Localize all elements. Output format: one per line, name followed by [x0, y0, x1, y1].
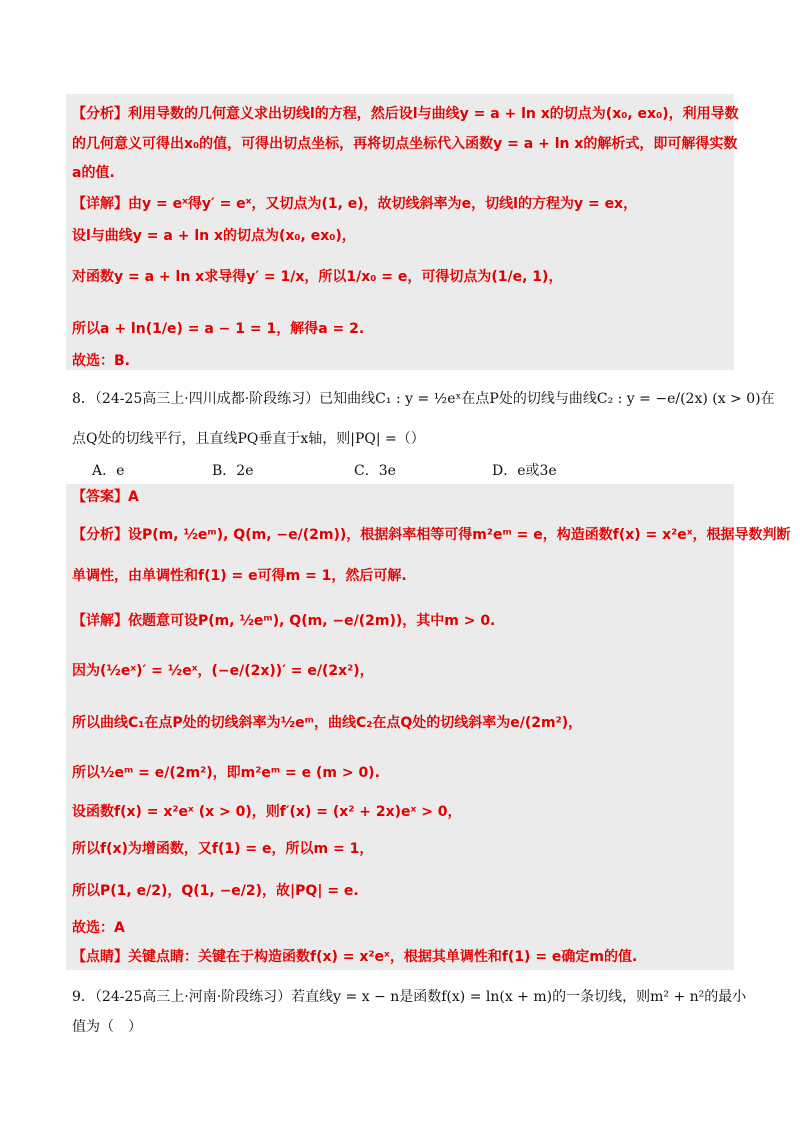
detail-line: 因为(½eˣ)′ = ½eˣ，(−e/(2x))′ = e/(2x²)， — [72, 663, 374, 679]
key-point-line: 【点睛】关键点睛：关键在于构造函数f(x) = x²eˣ，根据其单调性和f(1) = e确定m的值. — [72, 949, 638, 965]
option-a: A．e — [92, 463, 125, 479]
analysis-line: 【分析】设P(m, ½eᵐ), Q(m, −e/(2m))，根据斜率相等可得m²eᵐ = e，构造函数f(x) = x²eˣ，根据导数判断 — [72, 527, 791, 543]
analysis-line: a的值. — [72, 165, 115, 181]
detail-line: 所以曲线C₁在点P处的切线斜率为½eᵐ，曲线C₂在点Q处的切线斜率为e/(2m²)， — [72, 715, 583, 731]
answer-line: 【答案】A — [72, 489, 139, 505]
detail-line: 对函数y = a + ln x求导得y′ = 1/x，所以1/x₀ = e，可得切点为(1/e, 1)， — [72, 269, 563, 285]
answer-choice-line: 故选：B. — [72, 353, 130, 369]
answer-choice-line: 故选：A — [72, 920, 125, 936]
detail-line: 所以f(x)为增函数，又f(1) = e，所以m = 1， — [72, 841, 374, 857]
detail-line: 设l与曲线y = a + ln x的切点为(x₀, ex₀)， — [72, 228, 356, 244]
question-8-stem: 点Q处的切线平行，且直线PQ垂直于x轴，则|PQ| =（） — [72, 431, 425, 447]
option-b: B．2e — [212, 463, 254, 479]
detail-line: 设函数f(x) = x²eˣ (x > 0)，则f′(x) = (x² + 2x)eˣ > 0， — [72, 804, 462, 820]
option-c: C．3e — [354, 463, 396, 479]
question-9-stem: 值为（ ） — [72, 1019, 142, 1035]
detail-line: 【详解】依题意可设P(m, ½eᵐ), Q(m, −e/(2m))，其中m > 0. — [72, 613, 496, 629]
analysis-line: 单调性，由单调性和f(1) = e可得m = 1，然后可解. — [72, 568, 407, 584]
option-d: D．e或3e — [492, 463, 557, 479]
question-8-stem: 8．（24-25高三上·四川成都·阶段练习）已知曲线C₁ : y = ½eˣ在点P处的切线与曲线C₂ : y = −e/(2x) (x > 0)在 — [72, 391, 775, 407]
analysis-line: 【分析】利用导数的几何意义求出切线l的方程，然后设l与曲线y = a + ln x的切点为(x₀, ex₀)，利用导数 — [72, 106, 739, 122]
detail-line: 所以P(1, e/2)，Q(1, −e/2)，故|PQ| = e. — [72, 883, 359, 899]
detail-line: 所以½eᵐ = e/(2m²)，即m²eᵐ = e (m > 0). — [72, 765, 380, 781]
analysis-line: 的几何意义可得出x₀的值，可得出切点坐标，再将切点坐标代入函数y = a + ln x的解析式，即可解得实数 — [72, 136, 738, 152]
detail-line: 【详解】由y = eˣ得y′ = eˣ，又切点为(1, e)，故切线斜率为e，切线l的方程为y = ex， — [72, 196, 638, 212]
detail-line: 所以a + ln(1/e) = a − 1 = 1，解得a = 2. — [72, 321, 365, 337]
question-9-stem: 9．（24-25高三上·河南·阶段练习）若直线y = x − n是函数f(x) = ln(x + m)的一条切线，则m² + n²的最小 — [72, 989, 747, 1005]
